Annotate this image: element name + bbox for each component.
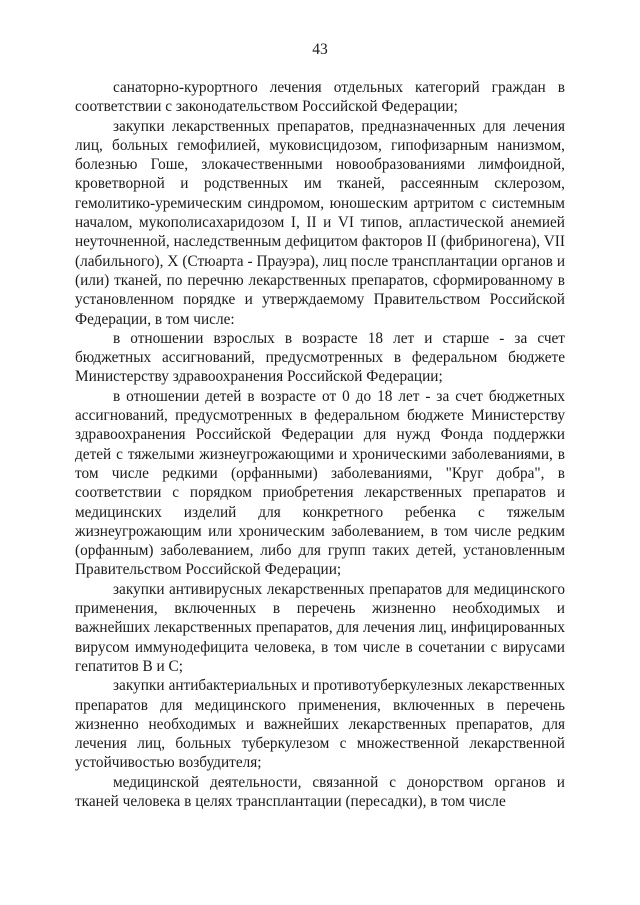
page-number: 43: [312, 41, 328, 58]
paragraph-organ-donation: медицинской деятельности, связанной с донорством органов и тканей человека в целях трансплантации (пересадки), в том числе: [75, 773, 565, 810]
paragraph-antibacterial-drugs: закупки антибактериальных и противотуберкулезных лекарственных препаратов для медицинского применения, включенных в перечень жизненно необходимых и важнейших лекарственных препаратов, для лечения лиц, больных туберкулезом с множественной лекарственной устойчивостью возбудителя;: [75, 677, 565, 772]
paragraph-drug-procurement-rare-diseases: закупки лекарственных препаратов, предназначенных для лечения лиц, больных гемофилией, муковисцидозом, гипофизарным нанизмом, болезнью Гоше, злокачественными новообразованиями лимфоидной, кроветворной и родственных им тканей, рассеянным склерозом, гемолитико-уремическим синдромом, юношеским артритом с системным началом, мукополисахаридозом I, II и VI типов, апластической анемией неуточненной, наследственным дефицитом факторов II (фибриногена), VII (лабильного), X (Стюарта - Прауэра), лиц после трансплантации органов и (или) тканей, по перечню лекарственных препаратов, сформированному в установленном порядке и утверждаемому Правительством Российской Федерации, в том числе:: [75, 117, 565, 328]
paragraph-children-0-18: в отношении детей в возрасте от 0 до 18 лет - за счет бюджетных ассигнований, предусмотренных в федеральном бюджете Министерству здравоохранения Российской Федерации для нужд Фонда поддержки детей с тяжелыми жизнеугрожающими и хроническими заболеваниями, в том числе редкими (орфанными) заболеваниями, "Круг добра", в соответствии с порядком приобретения лекарственных препаратов и медицинских изделий для конкретного ребенка с тяжелым жизнеугрожающим или хроническим заболеванием, в том числе редким (орфанным) заболеванием, либо для групп таких детей, установленным Правительством Российской Федерации;: [75, 387, 565, 579]
paragraph-adults-18-plus: в отношении взрослых в возрасте 18 лет и старше - за счет бюджетных ассигнований, предусмотренных в федеральном бюджете Министерству здравоохранения Российской Федерации;: [75, 329, 565, 386]
paragraph-antiviral-drugs: закупки антивирусных лекарственных препаратов для медицинского применения, включенных в перечень жизненно необходимых и важнейших лекарственных препаратов, для лечения лиц, инфицированных вирусом иммунодефицита человека, в том числе в сочетании с вирусами гепатитов B и C;: [75, 580, 565, 675]
paragraph-sanatorium-treatment: санаторно-курортного лечения отдельных категорий граждан в соответствии с законодательством Российской Федерации;: [75, 79, 565, 116]
document-body: [75, 78, 565, 811]
